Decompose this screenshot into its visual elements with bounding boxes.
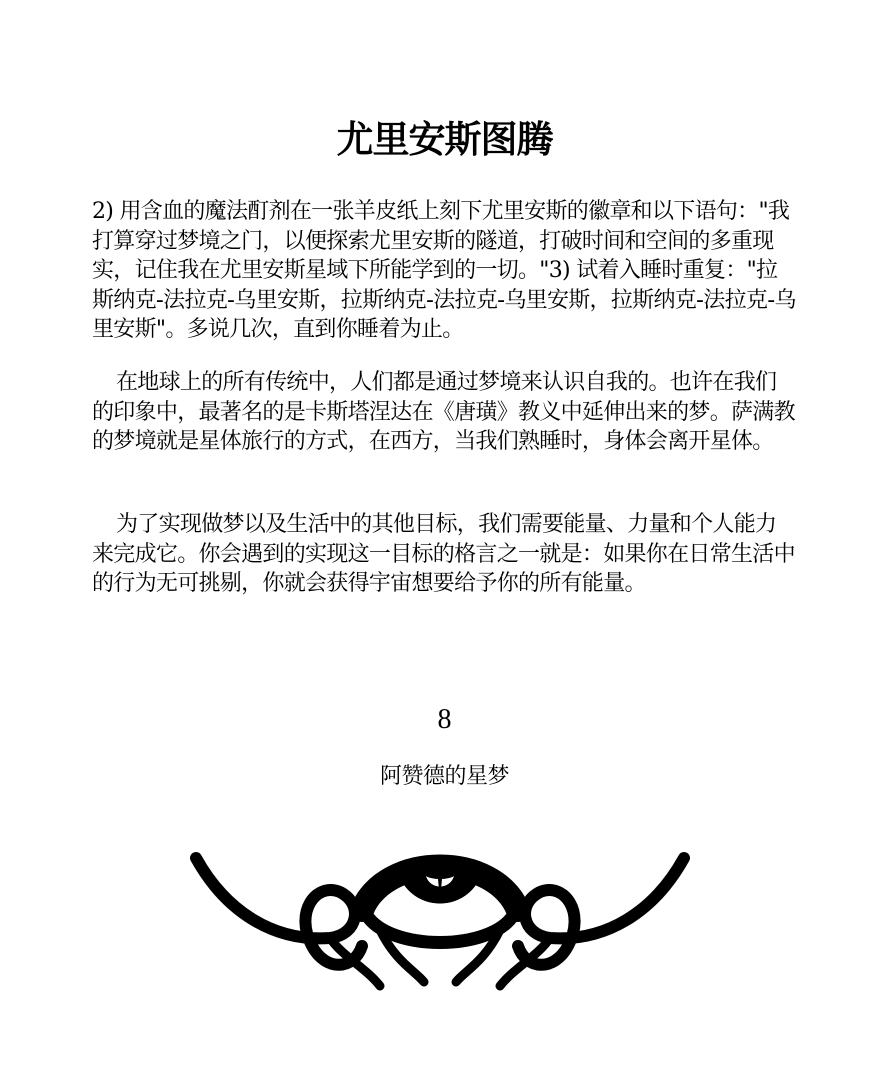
eye-ornament-icon <box>190 830 690 1000</box>
step-2-text: 用含血的魔法酊剂在一张羊皮纸上刻下尤里安斯的徽章和以下语句："我打算穿过梦境之门，以便探索尤里安斯的隧道，打破时间和空间的多重现实，记住我在尤里安斯星域下所能学到的一切。" <box>92 199 790 283</box>
page-title: 尤里安斯图腾 <box>336 118 553 161</box>
paragraph-dream-traditions: 在地球上的所有传统中，人们都是通过梦境来认识自我的。也许在我们的印象中，最著名的是卡斯塔涅达在《唐璜》教义中延伸出来的梦。萨满教的梦境就是星体旅行的方式，在西方，当我们熟睡时，身体会离开星体。 <box>92 370 795 454</box>
paragraph-energy: 为了实现做梦以及生活中的其他目标，我们需要能量、力量和个人能力来完成它。你会遇到的实现这一目标的格言之一就是：如果你在日常生活中的行为无可挑剔，你就会获得宇宙想要给予你的所有能量。 <box>92 512 795 596</box>
page-number: 8 <box>437 704 452 735</box>
running-footer: 阿赞德的星梦 <box>379 764 509 789</box>
step-3-text: 试着入睡时重复："拉斯纳克-法拉克-乌里安斯，拉斯纳克-法拉克-乌里安斯，拉斯纳克-法拉克-乌里安斯"。多说几次，直到你睡着为止。 <box>92 258 796 342</box>
paragraph-instructions <box>92 197 796 345</box>
step-3-number: 3) <box>548 258 570 283</box>
step-2-number: 2) <box>92 199 114 224</box>
